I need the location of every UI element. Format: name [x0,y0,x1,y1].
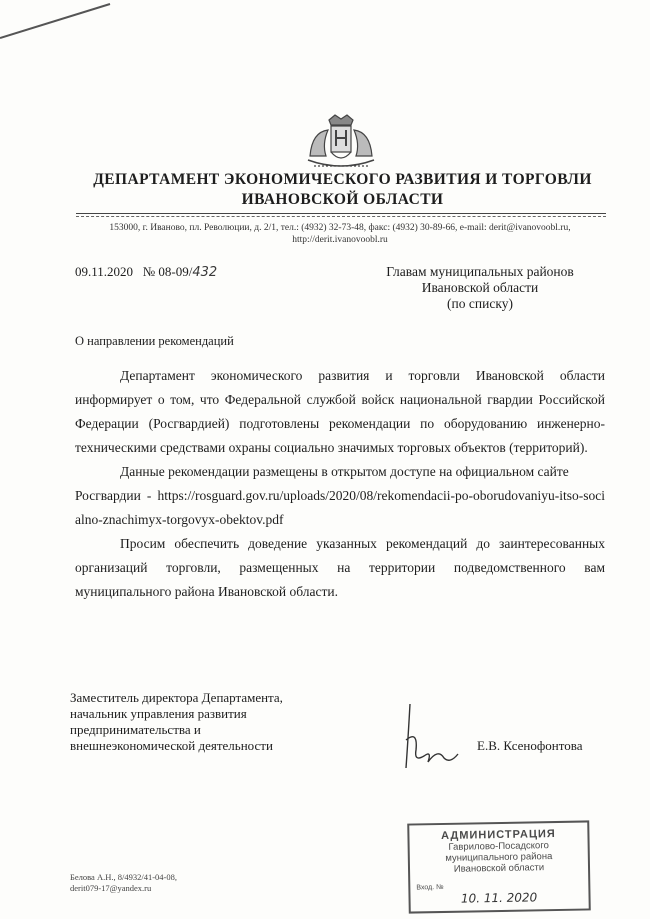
handwritten-signature [398,700,478,772]
signer-title [70,690,350,754]
body-paragraph-url: Росгвардии - https://rosguard.gov.ru/uploads/2020/08/rekomendacii-po-oborudovaniyu-itso-socialno-znachimyx-torgovyx-obektov.pdf [75,488,605,527]
stamp-incoming-label: Вход. № [416,883,444,892]
contact-address: 153000, г. Иваново, пл. Революции, д. 2/1, тел.: (4932) 32-73-48, факс: (4932) 30-89-66, e-mail: derit@ivanovoobl.ru, [109,223,571,233]
addressee-block [330,264,630,312]
addressee-line2: Ивановской области [421,280,539,295]
header-rule-dashed [76,216,606,217]
signer-title-line4: внешнеэкономической деятельности [70,738,273,753]
document-number-handwritten: 432 [192,265,218,280]
signer-title-line2: начальник управления развития [70,706,247,721]
signer-title-line1: Заместитель директора Департамента, [70,690,283,705]
document-reference [75,264,217,280]
body-paragraph-1: Департамент экономического развития и торговли Ивановской области информирует о том, что Федеральной службой войск национальной гвардии Российской Федерации (Росгвардией) подготовлены рекомендации по оборудованию инженерно-техническими средствами охраны социально значимых торговых объектов (территорий). [75,368,605,455]
body-paragraph-3: Просим обеспечить доведение указанных рекомендаций до заинтересованных организаций торговли, размещенных на территории подведомственного вам муниципального района Ивановской области. [75,536,605,599]
addressee-line1: Главам муниципальных районов [386,264,574,279]
document-number-label: № 08-09/ [142,264,193,279]
document-date: 09.11.2020 [75,264,134,279]
stamp-handwritten-date: 10. 11. 2020 [460,890,538,906]
department-title-line2: ИВАНОВСКОЙ ОБЛАСТИ [241,191,444,208]
stamp-line4: Ивановской области [453,862,545,875]
stamp-line1: АДМИНИСТРАЦИЯ [441,828,556,843]
executor-info [70,872,177,894]
contact-info [80,222,600,246]
incoming-stamp [407,820,591,913]
contact-website: http://derit.ivanovoobl.ru [292,235,388,245]
department-title-line1: ДЕПАРТАМЕНТ ЭКОНОМИЧЕСКОГО РАЗВИТИЯ И ТОРГОВЛИ [93,171,592,188]
department-title [70,170,615,210]
stamp-line3: муниципального района [445,851,553,864]
signer-title-line3: предпринимательства и [70,722,201,737]
executor-email: derit079-17@yandex.ru [70,883,152,893]
signer-name: Е.В. Ксенофонтова [477,738,583,753]
executor-name-phone: Белова А.Н., 8/4932/41-04-08, [70,872,177,882]
letter-body [75,364,605,604]
header-rule [76,213,606,214]
coat-of-arms-emblem [302,112,380,174]
body-paragraph-2: Данные рекомендации размещены в открытом доступе на официальном сайте [120,464,569,479]
addressee-line3: (по списку) [447,296,513,311]
letter-subject: О направлении рекомендаций [75,334,234,348]
scan-corner-mark [0,0,120,40]
stamp-line2: Гаврилово-Посадского [448,840,549,853]
